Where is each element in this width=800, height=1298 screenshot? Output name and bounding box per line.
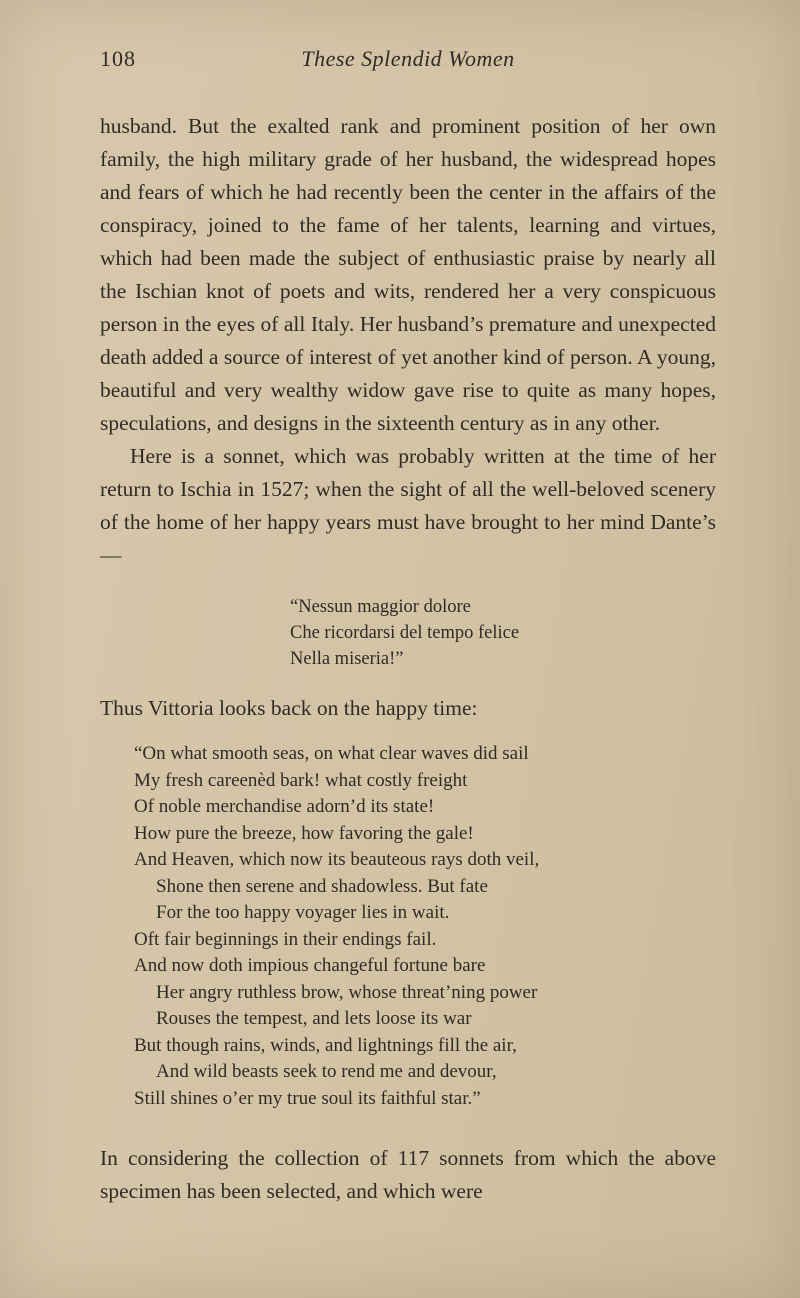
poem-line: Her angry ruthless brow, whose threat’ning power: [156, 981, 538, 1003]
italian-quote-block: [290, 594, 716, 672]
poem-line: How pure the breeze, how favoring the gale!: [134, 822, 474, 844]
poem-line: And now doth impious changeful fortune bare: [134, 955, 486, 976]
poem-line: Rouses the tempest, and lets loose its war: [156, 1008, 472, 1029]
poem-line: Oft fair beginnings in their endings fail.: [134, 928, 437, 950]
page-header: [100, 46, 716, 76]
poem-line: “On what smooth seas, on what clear waves did sail: [134, 743, 529, 764]
transition-line: Thus Vittoria looks back on the happy time:: [100, 696, 478, 720]
running-title: These Splendid Women: [301, 46, 515, 71]
quote-line: Nella miseria!”: [290, 649, 404, 669]
poem-line: Shone then serene and shadowless. But fate: [156, 875, 488, 897]
poem-line: And Heaven, which now its beauteous rays doth veil,: [134, 849, 540, 870]
poem-line: Still shines o’er my true soul its faithful star.”: [134, 1087, 481, 1109]
paragraph-continuation: husband. But the exalted rank and prominent position of her own family, the high military grade of her husband, the widespread hopes and fears of which he had recently been the center in the affairs of the conspiracy, joined to the fame of her talents, learning and virtues, which had been made the subject of enthusiastic praise by nearly all the Ischian knot of poets and wits, rendered her a very conspicuous person in the eyes of all Italy. Her husband’s premature and unexpected death added a source of interest of yet another kind of person. A young, beautiful and very wealthy widow gave rise to quite as many hopes, speculations, and designs in the sixteenth century as in any other.: [100, 114, 716, 435]
poem-line: And wild beasts seek to rend me and devour,: [156, 1061, 497, 1082]
paragraph-sonnet-intro: Here is a sonnet, which was probably written at the time of her return to Ischia in 1527; when the sight of all the well-beloved scenery of the home of her happy years must have brought to her mind Dante’s—: [100, 444, 716, 567]
poem-line: But though rains, winds, and lightnings fill the air,: [134, 1034, 517, 1056]
closing-paragraph: In considering the collection of 117 sonnets from which the above specimen has been selected, and which were: [100, 1146, 716, 1203]
quote-line: “Nessun maggior dolore: [290, 597, 471, 617]
sonnet-block: [134, 741, 716, 1112]
poem-line: For the too happy voyager lies in wait.: [156, 902, 450, 923]
page-number: 108: [100, 46, 136, 71]
poem-line: My fresh careenèd bark! what costly freight: [134, 769, 468, 791]
quote-line: Che ricordarsi del tempo felice: [290, 623, 520, 643]
poem-line: Of noble merchandise adorn’d its state!: [134, 796, 435, 817]
